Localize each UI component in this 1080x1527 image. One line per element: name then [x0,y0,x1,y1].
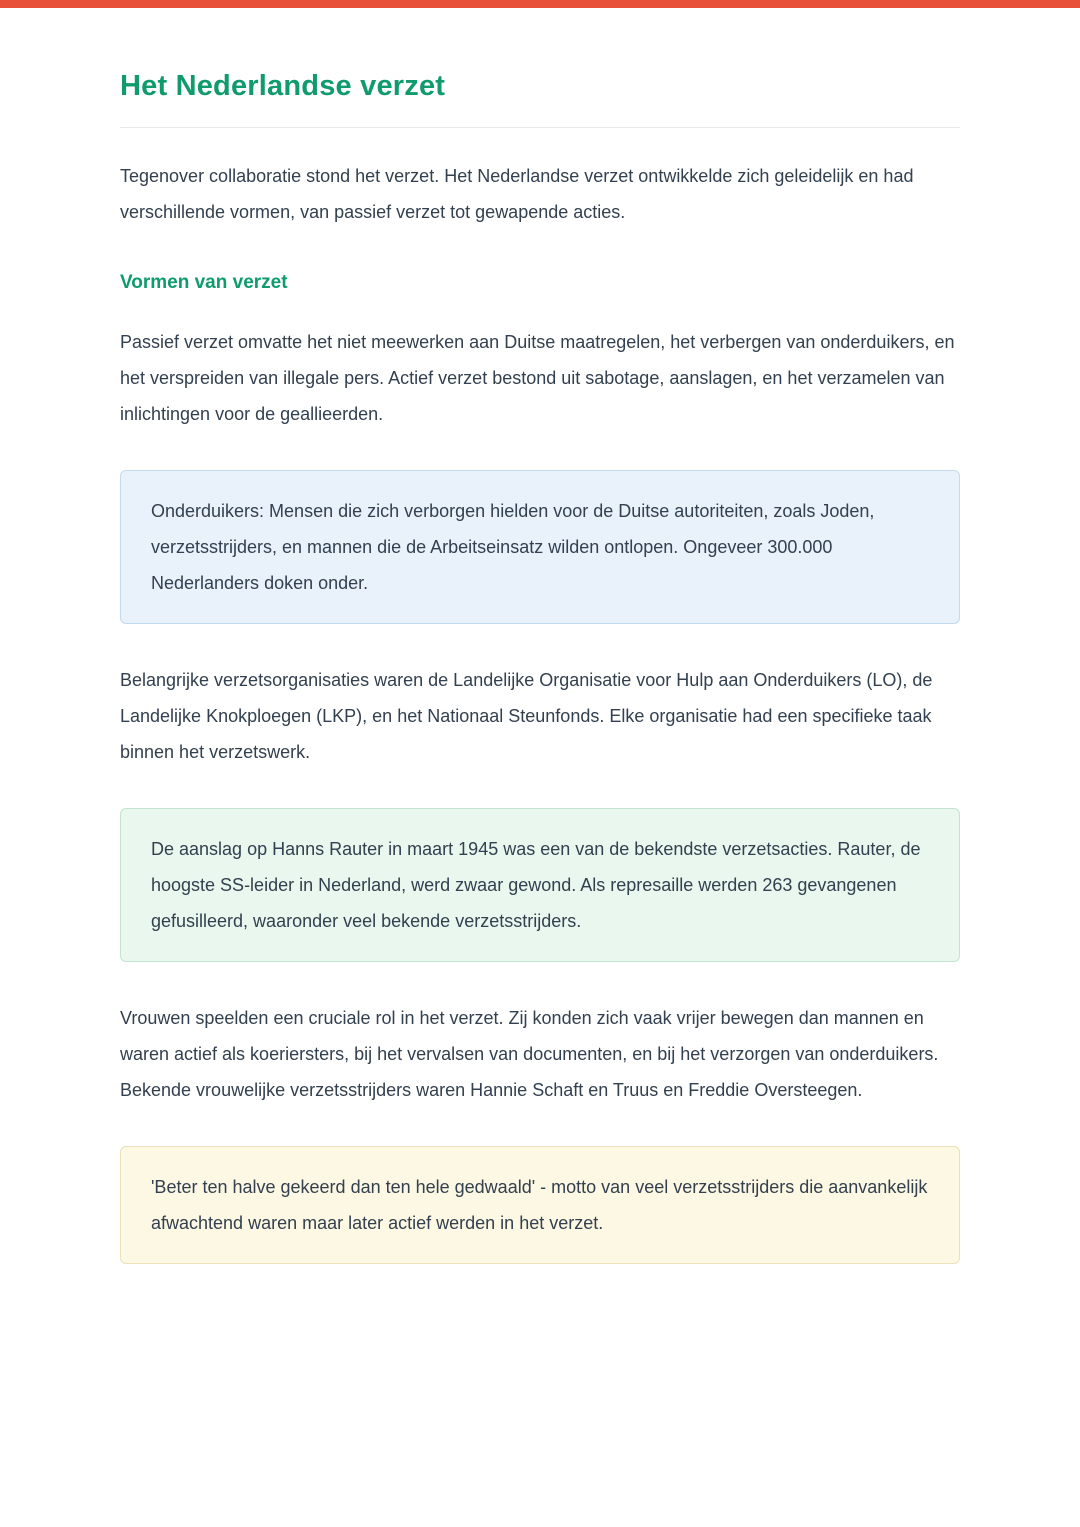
callout-example-rauter [120,808,960,962]
paragraph-vormen: Passief verzet omvatte het niet meewerken aan Duitse maatregelen, het verbergen van onderduikers, en het verspreiden van illegale pers. Actief verzet bestond uit sabotage, aanslagen, en het verzamelen van inlichtingen voor de geallieerden. [120,332,955,424]
section-heading-vormen-van-verzet: Vormen van verzet [120,272,288,293]
paragraph-vrouwen: Vrouwen speelden een cruciale rol in het verzet. Zij konden zich vaak vrijer bewegen dan mannen en waren actief als koeriersters, bij het vervalsen van documenten, en bij het verzorgen van onderduikers. Bekende vrouwelijke verzetsstrijders waren Hannie Schaft en Truus en Freddie Oversteegen. [120,1008,939,1100]
top-accent-bar [0,0,1080,8]
article-content [0,8,1080,1362]
callout-example-text: De aanslag op Hanns Rauter in maart 1945 was een van de bekendste verzetsacties. Rauter, de hoogste SS-leider in Nederland, werd zwaar gewond. Als represaille werden 263 gevangenen gefusilleerd, waaronder veel bekende verzetsstrijders. [151,839,921,931]
paragraph-organisaties: Belangrijke verzetsorganisaties waren de Landelijke Organisatie voor Hulp aan Onderduikers (LO), de Landelijke Knokploegen (LKP), en het Nationaal Steunfonds. Elke organisatie had een specifieke taak binnen het verzetswerk. [120,670,933,762]
callout-quote-motto [120,1146,960,1264]
callout-quote-text: 'Beter ten halve gekeerd dan ten hele gedwaald' - motto van veel verzetsstrijders die aanvankelijk afwachtend waren maar later actief werden in het verzet. [151,1177,928,1233]
callout-definition-onderduikers [120,470,960,624]
page-title: Het Nederlandse verzet [120,70,960,128]
callout-definition-text: Onderduikers: Mensen die zich verborgen hielden voor de Duitse autoriteiten, zoals Joden, verzetsstrijders, en mannen die de Arbeitseinsatz wilden ontlopen. Ongeveer 300.000 Nederlanders doken onder. [151,501,875,593]
paragraph-intro: Tegenover collaboratie stond het verzet. Het Nederlandse verzet ontwikkelde zich geleidelijk en had verschillende vormen, van passief verzet tot gewapende acties. [120,166,914,222]
